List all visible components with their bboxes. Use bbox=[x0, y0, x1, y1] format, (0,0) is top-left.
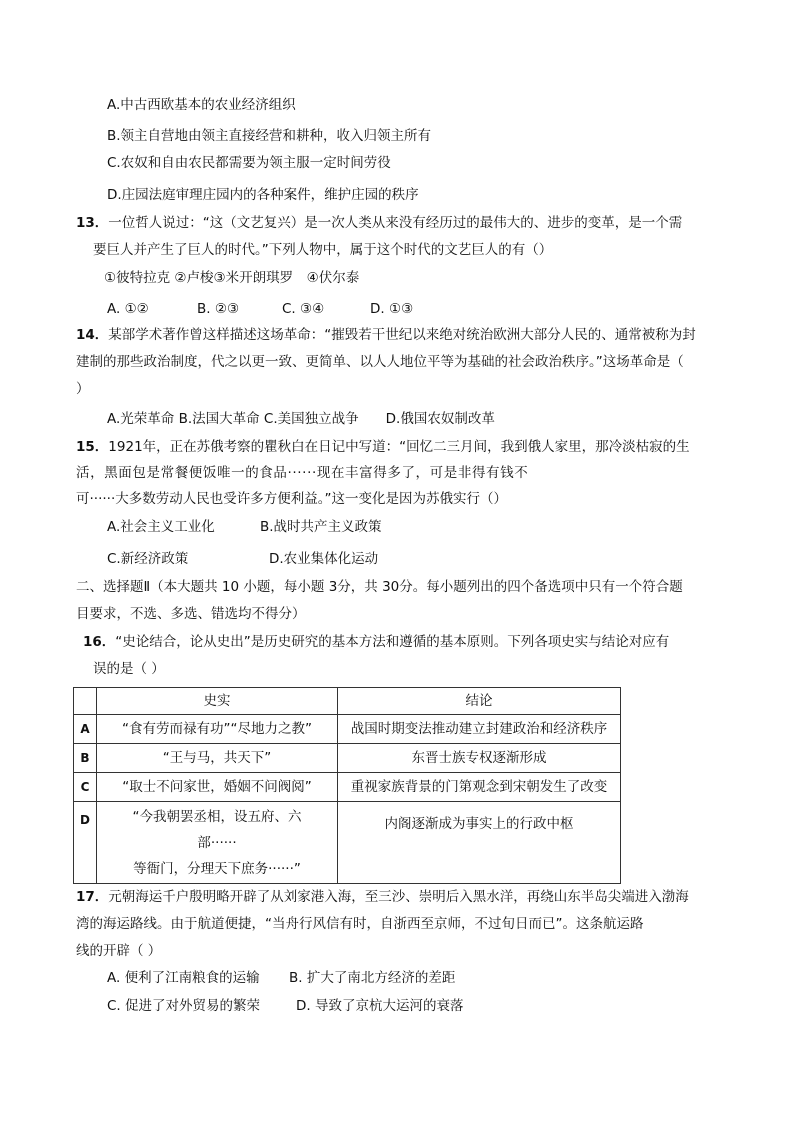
q14-stem-line1: 某部学术著作曾这样描述这场革命：“摧毁若干世纪以来绝对统治欧洲大部分人民的、通常被称为封 bbox=[108, 327, 696, 343]
row-fact-line: 等衙门，分理天下庶务······” bbox=[133, 860, 301, 877]
q16-number: 16． bbox=[83, 634, 116, 650]
row-fact: “王与马，共天下” bbox=[97, 744, 338, 773]
q13-stem-line2: 要巨人并产生了巨人的时代。”下列人物中，属于这个时代的文艺巨人的有（） bbox=[93, 242, 553, 258]
table-header-conclusion: 结论 bbox=[338, 688, 621, 715]
q13-number: 13． bbox=[76, 215, 109, 231]
q13-items: ①彼特拉克 ②卢梭③米开朗琪罗 ④伏尔泰 bbox=[104, 270, 360, 286]
row-conclusion: 内阁逐渐成为事实上的行政中枢 bbox=[338, 802, 621, 884]
q17-stem-line1: 元朝海运千户殷明略开辟了从刘家港入海，至三沙、崇明后入黑水洋，再绕山东半岛尖端进入渤海 bbox=[108, 889, 689, 905]
q15-stem-line2: 活，黑面包是常餐便饭唯一的食品······现在丰富得多了，可是非得有钱不 bbox=[76, 465, 529, 481]
q17-option-b: B. 扩大了南北方经济的差距 bbox=[289, 970, 456, 986]
table-row bbox=[74, 715, 621, 744]
q13-option-c: C. ③④ bbox=[282, 301, 325, 317]
row-key: C bbox=[74, 773, 97, 802]
q16-stem-line2: 误的是（ ） bbox=[93, 661, 165, 677]
q17-number: 17． bbox=[76, 889, 109, 905]
q15-stem-line1: 1921年，正在苏俄考察的瞿秋白在日记中写道：“回忆二三月间，我到俄人家里，那冷淡枯寂的生 bbox=[108, 439, 690, 455]
row-fact: “取士不问家世，婚姻不问阀阅” bbox=[97, 773, 338, 802]
q12-option-d: D.庄园法庭审理庄园内的各种案件，维护庄园的秩序 bbox=[107, 187, 419, 203]
row-fact: “食有劳而禄有功”“尽地力之教” bbox=[97, 715, 338, 744]
q17-option-c: C. 促进了对外贸易的繁荣 bbox=[107, 998, 261, 1014]
q13-stem-line1: 一位哲人说过：“这（文艺复兴）是一次人类从来没有经历过的最伟大的、进步的变革，是一个需 bbox=[108, 215, 683, 231]
row-key: A bbox=[74, 715, 97, 744]
q14-options: A.光荣革命 B.法国大革命 C.美国独立战争 D.俄国农奴制改革 bbox=[107, 411, 495, 427]
section2-heading-line2: 目要求，不选、多选、错选均不得分） bbox=[76, 606, 306, 622]
q13-option-d: D. ①③ bbox=[370, 301, 414, 317]
q12-option-a: A.中古西欧基本的农业经济组织 bbox=[107, 97, 296, 113]
q14-stem bbox=[76, 325, 696, 345]
q15-stem-line3: 可······大多数劳动人民也受许多方便利益。”这一变化是因为苏俄实行（） bbox=[76, 491, 507, 507]
q15-option-c: C.新经济政策 bbox=[107, 551, 189, 567]
q15-stem bbox=[76, 437, 690, 457]
row-key: B bbox=[74, 744, 97, 773]
table-header-row bbox=[74, 688, 621, 715]
table-row bbox=[74, 744, 621, 773]
row-conclusion: 东晋士族专权逐渐形成 bbox=[338, 744, 621, 773]
q17-stem-line3: 线的开辟（ ） bbox=[76, 943, 162, 959]
q17-option-d: D. 导致了京杭大运河的衰落 bbox=[296, 998, 464, 1014]
row-fact-line: 部······ bbox=[197, 834, 237, 851]
q16-stem bbox=[83, 632, 669, 652]
q15-option-d: D.农业集体化运动 bbox=[269, 551, 379, 567]
q16-table bbox=[73, 687, 621, 884]
row-fact-line: “今我朝罢丞相，设五府、六 bbox=[132, 808, 302, 825]
q17-option-a: A. 便利了江南粮食的运输 bbox=[107, 970, 260, 986]
q13-option-a: A. ①② bbox=[107, 301, 149, 317]
q14-stem-line2: 建制的那些政治制度，代之以更一致、更简单、以人人地位平等为基础的社会政治秩序。”这场革命是（ bbox=[76, 354, 684, 370]
row-conclusion: 重视家族背景的门第观念到宋朝发生了改变 bbox=[338, 773, 621, 802]
section2-heading-line1: 二、选择题Ⅱ（本大题共 10 小题，每小题 3分，共 30分。每小题列出的四个备选项中只有一个符合题 bbox=[76, 579, 683, 595]
q17-stem bbox=[76, 887, 689, 907]
row-conclusion: 战国时期变法推动建立封建政治和经济秩序 bbox=[338, 715, 621, 744]
q13-option-b: B. ②③ bbox=[197, 301, 240, 317]
q15-option-b: B.战时共产主义政策 bbox=[260, 519, 382, 535]
q17-stem-line2: 湾的海运路线。由于航道便捷，“当舟行风信有时，自浙西至京师，不过旬日而已”。这条航运路 bbox=[76, 916, 644, 932]
q13-stem bbox=[76, 213, 682, 233]
table-row bbox=[74, 802, 621, 884]
row-key: D bbox=[74, 802, 97, 884]
q15-number: 15． bbox=[76, 439, 109, 455]
q12-option-b: B.领主自营地由领主直接经营和耕种，收入归领主所有 bbox=[107, 128, 432, 144]
table-header-fact: 史实 bbox=[97, 688, 338, 715]
q14-number: 14． bbox=[76, 327, 109, 343]
q15-option-a: A.社会主义工业化 bbox=[107, 519, 215, 535]
table-header-key bbox=[74, 688, 97, 715]
row-fact bbox=[97, 802, 338, 884]
q14-stem-line3: ） bbox=[76, 381, 90, 397]
q12-option-c: C.农奴和自由农民都需要为领主服一定时间劳役 bbox=[107, 155, 391, 171]
q16-stem-line1: “史论结合，论从史出”是历史研究的基本方法和遵循的基本原则。下列各项史实与结论对应有 bbox=[115, 634, 670, 650]
table-row bbox=[74, 773, 621, 802]
